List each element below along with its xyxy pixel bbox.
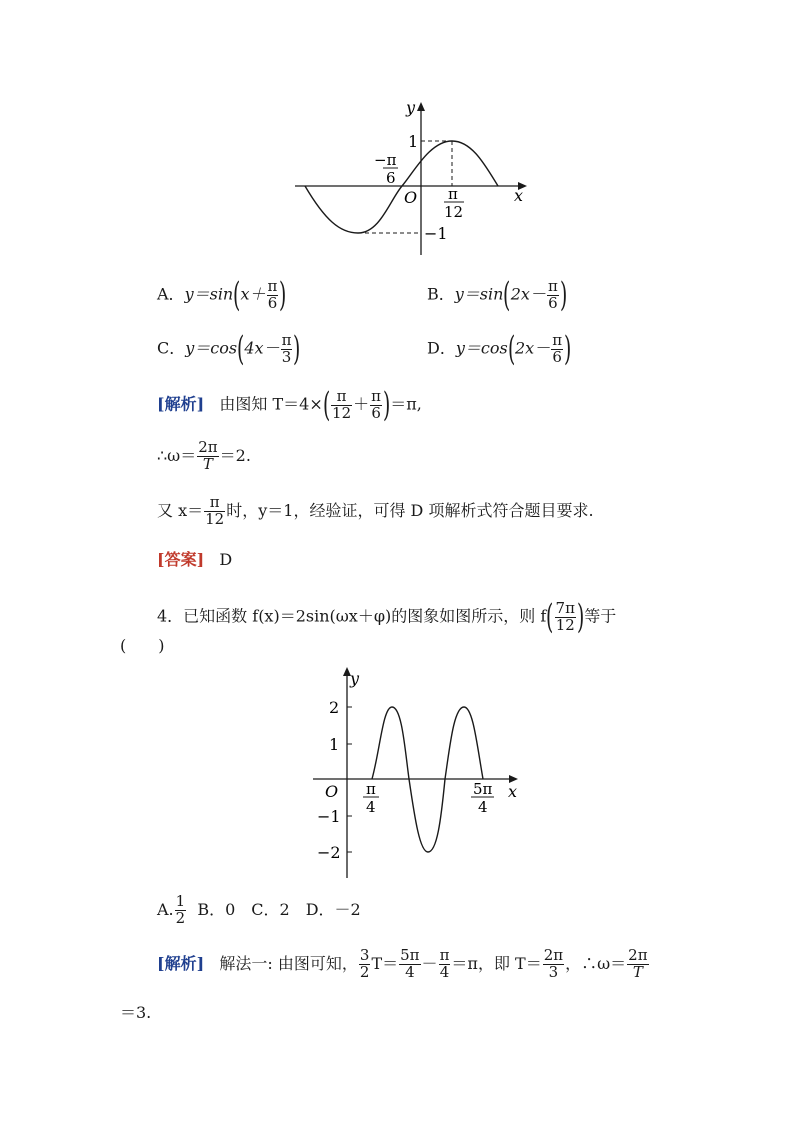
tick-label-n2: −2	[317, 843, 341, 862]
sine-graph-2	[305, 660, 535, 885]
frac-7pi-12	[555, 598, 576, 634]
analysis-text: ，∴ω＝	[565, 953, 627, 973]
options-rest: B．0 C．2 D．－2	[197, 899, 361, 919]
q3-analysis-line3	[157, 495, 594, 528]
option-b	[427, 275, 568, 315]
q4-analysis-line2	[120, 1003, 151, 1022]
y-axis-label: y	[406, 98, 416, 117]
analysis-tag: [解析]	[157, 394, 205, 414]
frac-den: 12	[205, 509, 225, 528]
option-d-frac	[551, 330, 563, 366]
frac-num: 7π	[555, 598, 575, 617]
frac-pi-6	[370, 386, 382, 422]
analysis-text: 时，y＝1，经验证，可得 D 项解析式符合题目要求.	[226, 500, 594, 520]
x-tick-pi-num: π	[366, 780, 376, 798]
tick-pi-num: π	[448, 185, 458, 203]
frac-den: 2	[359, 962, 370, 981]
q4-stem-text: 等于	[584, 606, 617, 626]
paren-right: )	[559, 275, 568, 315]
sine-graph-1	[280, 95, 540, 265]
frac-den: 2	[175, 908, 186, 927]
paren-left: (	[507, 329, 515, 369]
paren-left: (	[233, 275, 241, 315]
sine-curve-1	[305, 141, 498, 233]
x-tick-pi-den: 4	[366, 798, 376, 816]
tick-label-n1: −1	[317, 807, 341, 826]
analysis-text: ∴ω＝	[157, 445, 197, 465]
frac-den: 12	[332, 403, 352, 422]
paren-left: (	[237, 329, 245, 369]
frac-den: 6	[552, 347, 562, 366]
minus-sign: －	[421, 953, 438, 973]
frac-num: π	[267, 276, 278, 295]
analysis-text: ＝π,	[390, 394, 422, 414]
frac-den: 12	[555, 615, 575, 634]
option-a-prefix: A．	[157, 284, 185, 304]
paren-left: (	[503, 275, 511, 315]
analysis-tag: [解析]	[157, 953, 205, 973]
frac-num: 2π	[628, 946, 648, 964]
option-a-inner: x＋	[240, 284, 266, 304]
tick-neg-one: −1	[424, 224, 448, 243]
tick-pi-den: 12	[444, 203, 464, 221]
option-c-prefix: C．	[157, 338, 186, 358]
frac-num: π	[204, 495, 225, 512]
option-d-prefix: D．	[427, 338, 456, 358]
option-d	[427, 329, 572, 369]
frac-2pi-3	[543, 948, 564, 981]
option-c-inner: 4x－	[244, 338, 280, 358]
answer-tag: [答案]	[157, 550, 205, 569]
option-a-prefix: A.	[157, 899, 174, 919]
q4-blank	[120, 636, 165, 655]
frac-den: 6	[267, 293, 278, 312]
option-d-inner: 2x－	[514, 338, 551, 358]
frac-num: π	[331, 389, 352, 406]
frac-num: π	[547, 276, 558, 295]
frac-pi-12	[331, 386, 352, 422]
analysis-text: ＝π，即 T＝	[451, 953, 542, 973]
frac-den: 4	[405, 962, 415, 981]
y-axis-label: y	[350, 669, 360, 688]
option-b-prefix: B．	[427, 284, 455, 304]
frac-den: 3	[281, 347, 292, 366]
origin-label: O	[325, 782, 339, 801]
frac-pi-12	[204, 495, 225, 528]
frac-num: 5π	[400, 946, 420, 964]
paren-right: )	[564, 329, 572, 369]
frac-den: T	[632, 962, 643, 981]
q3-analysis-line1	[157, 385, 422, 425]
analysis-text: 又 x＝	[157, 500, 204, 520]
frac-num: 2π	[543, 946, 564, 964]
option-d-expr: y＝cos	[455, 338, 508, 358]
frac-num: 1	[175, 892, 186, 910]
analysis-text: ＝2.	[219, 445, 251, 465]
frac-num: π	[552, 330, 563, 349]
option-b-expr: y＝sin	[454, 284, 504, 304]
x-axis-label: x	[508, 782, 518, 801]
frac-3-2	[359, 948, 371, 981]
frac-den: T	[202, 454, 213, 473]
paren-left: (	[546, 597, 554, 637]
tick-neg-pi-num: −π	[374, 151, 397, 169]
q3-answer	[157, 550, 232, 569]
frac-den: 6	[548, 293, 558, 312]
frac-den: 6	[371, 403, 381, 422]
option-a-frac	[267, 276, 279, 312]
q3-analysis-line2	[157, 440, 251, 473]
frac-num: π	[281, 330, 292, 349]
tick-label-2: 2	[329, 698, 340, 717]
origin-label: O	[404, 188, 418, 207]
x-axis-label: x	[514, 186, 524, 205]
paren-right: )	[576, 597, 585, 637]
tick-neg-pi-den: 6	[386, 169, 396, 187]
analysis-text: T＝	[371, 953, 399, 973]
frac-num: 2π	[198, 438, 218, 456]
paren-right: )	[279, 275, 287, 315]
frac-num: π	[371, 386, 382, 405]
tick-one: 1	[408, 132, 419, 151]
analysis-text: 由图知 T＝4×	[219, 394, 323, 414]
x-tick-5pi-den: 4	[478, 798, 488, 816]
frac-pi-4	[439, 948, 451, 981]
option-c-frac	[281, 330, 293, 366]
paren-left: (	[322, 385, 331, 425]
option-a-expr: y＝sin	[184, 284, 234, 304]
plus-sign: ＋	[353, 394, 370, 414]
option-b-inner: 2x－	[510, 284, 546, 304]
q4-options	[157, 894, 361, 927]
x-tick-5pi-num: 5π	[473, 780, 493, 798]
tick-label-1: 1	[329, 735, 340, 754]
frac-2pi-T	[197, 440, 218, 473]
option-c-expr: y＝cos	[185, 338, 238, 358]
q4-stem-text: 4．已知函数 f(x)＝2sin(ωx＋φ)的图象如图所示，则 f	[157, 606, 547, 626]
frac-den: 3	[548, 962, 559, 981]
analysis-text: 解法一: 由图可知，	[219, 953, 358, 973]
option-a-frac	[175, 894, 187, 927]
analysis-text: ＝3.	[120, 1003, 152, 1022]
q4-analysis-line1	[157, 948, 650, 981]
frac-den: 4	[439, 962, 450, 981]
frac-num: 3	[359, 946, 370, 964]
frac-5pi-4	[399, 948, 420, 981]
frac-2pi-T	[627, 948, 648, 981]
answer-value: D	[219, 550, 233, 569]
frac-num: π	[439, 946, 450, 964]
q4-stem	[157, 597, 617, 637]
paren-right: )	[383, 385, 391, 425]
y-axis-arrow	[417, 102, 425, 111]
paren-right: )	[293, 329, 301, 369]
option-b-frac	[547, 276, 559, 312]
option-a	[157, 275, 287, 315]
option-c	[157, 329, 301, 369]
answer-blank: ( )	[120, 636, 165, 655]
